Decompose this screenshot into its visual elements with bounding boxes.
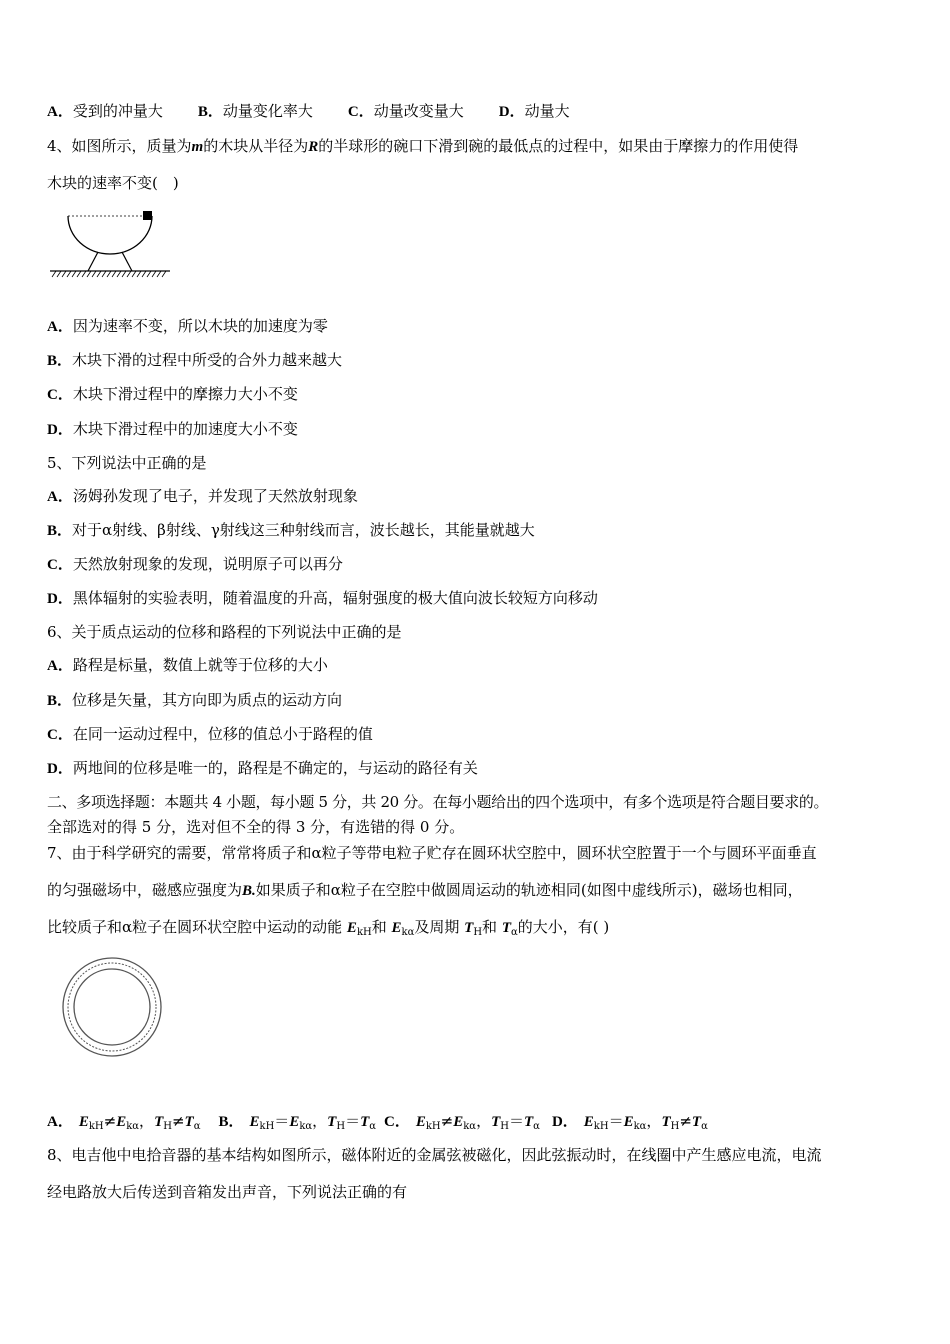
var-E: E <box>78 1114 89 1130</box>
option-text: 木块下滑的过程中所受的合外力越来越大 <box>72 351 343 369</box>
eq-sign: ＝ <box>608 1112 624 1130</box>
var-E: E <box>249 1114 260 1130</box>
q6-option-a <box>47 654 328 677</box>
subscript-kH: kH <box>88 1121 104 1132</box>
subscript-kH: kH <box>356 927 372 938</box>
option-label-a: A． <box>47 104 73 120</box>
option-text: 两地间的位移是唯一的，路程是不确定的，与运动的路径有关 <box>72 759 478 777</box>
var-T: T <box>501 920 512 936</box>
q7-stem-line2 <box>47 879 803 902</box>
var-T: T <box>491 1114 501 1130</box>
option-label-c: C． <box>347 104 374 120</box>
option-label-d: D． <box>47 422 73 438</box>
bowl-leg-right <box>122 252 132 271</box>
q4-stem-line1 <box>47 135 798 158</box>
q7-text-c: 比较质子和α粒子在圆环状空腔中运动的动能 <box>47 918 343 936</box>
q4-option-c <box>47 383 298 406</box>
q3-options-row <box>47 100 570 123</box>
subscript-H: H <box>670 1121 680 1132</box>
q7-text-period: 及周期 <box>414 918 460 936</box>
option-text: 在同一运动过程中，位移的值总小于路程的值 <box>72 725 373 743</box>
ring-cavity-diagram <box>60 955 164 1059</box>
option-label-a: A． <box>47 489 73 505</box>
q7-stem-line1: 7、由于科学研究的需要，常常将质子和α粒子等带电粒子贮存在圆环状空腔中，圆环状空腔置于一个与圆环平面垂直 <box>47 844 817 862</box>
var-E: E <box>289 1114 300 1130</box>
q3-option-b: 动量变化率大 <box>222 102 313 120</box>
q7-text-end: 的大小，有( ) <box>517 918 610 936</box>
var-T: T <box>464 920 474 936</box>
neq-sign: ≠ <box>440 1112 454 1130</box>
subscript-ka: kα <box>126 1121 140 1132</box>
q4-option-b <box>47 349 342 372</box>
option-label-a: A． <box>47 658 73 674</box>
q7-text-a: 的匀强磁场中，磁感应强度为 <box>47 881 243 899</box>
var-T: T <box>327 1114 337 1130</box>
eq-sign: ＝ <box>274 1112 290 1130</box>
subscript-H: H <box>500 1121 509 1132</box>
option-label-b: B． <box>218 1114 244 1130</box>
wood-block <box>143 211 152 220</box>
q4-option-a <box>47 315 328 338</box>
subscript-a: α <box>511 927 518 938</box>
bowl-leg-left <box>88 252 98 271</box>
bowl-diagram <box>48 205 173 280</box>
subscript-ka: kα <box>299 1121 313 1132</box>
option-label-b: B． <box>197 104 223 120</box>
q4-option-d <box>47 418 298 441</box>
var-T: T <box>360 1114 370 1130</box>
var-E: E <box>116 1114 127 1130</box>
subscript-a: α <box>369 1121 377 1132</box>
q4-stem-line2: 木块的速率不变( ) <box>47 174 179 192</box>
separator: ， <box>312 1112 328 1130</box>
subscript-H: H <box>163 1121 172 1132</box>
neq-sign: ≠ <box>171 1112 185 1130</box>
q7-options-row <box>47 1110 708 1133</box>
option-label-a: A． <box>47 1114 73 1130</box>
neq-sign: ≠ <box>679 1112 692 1130</box>
q5-option-a <box>47 485 358 508</box>
var-E: E <box>453 1114 464 1130</box>
q7-stem-line3 <box>47 916 609 939</box>
option-text: 汤姆孙发现了电子，并发现了天然放射现象 <box>72 487 358 505</box>
option-text: 位移是矢量，其方向即为质点的运动方向 <box>72 691 343 709</box>
subscript-kH: kH <box>259 1121 275 1132</box>
var-T: T <box>154 1114 164 1130</box>
q7-text-and2: 和 <box>482 918 498 936</box>
var-T: T <box>524 1114 534 1130</box>
bowl-outline <box>68 216 152 254</box>
var-E: E <box>346 920 357 936</box>
orbit-dashed-circle <box>68 963 156 1051</box>
q7-text-b: 如果质子和α粒子在空腔中做圆周运动的轨迹相同(如图中虚线所示)，磁场也相同， <box>255 881 803 899</box>
q3-option-d: 动量大 <box>524 102 570 120</box>
option-text: 对于α射线、β射线、γ射线这三种射线而言，波长越长，其能量就越大 <box>72 521 535 539</box>
q8-stem-line2: 经电路放大后传送到音箱发出声音，下列说法正确的有 <box>47 1183 408 1201</box>
eq-sign: ＝ <box>508 1112 524 1130</box>
option-label-d: D． <box>47 761 73 777</box>
option-text: 因为速率不变，所以木块的加速度为零 <box>72 317 328 335</box>
option-text: 木块下滑过程中的摩擦力大小不变 <box>72 385 298 403</box>
subscript-a: α <box>701 1121 708 1132</box>
var-T: T <box>661 1114 671 1130</box>
var-E: E <box>583 1114 594 1130</box>
q4-text-a: 4、如图所示，质量为 <box>47 137 192 155</box>
separator: ， <box>646 1112 662 1130</box>
subscript-a: α <box>193 1121 201 1132</box>
subscript-ka: kα <box>633 1121 647 1132</box>
q4-text-c: 的半球形的碗口下滑到碗的最低点的过程中，如果由于摩擦力的作用使得 <box>318 137 799 155</box>
subscript-ka: kα <box>463 1121 477 1132</box>
q5-option-d <box>47 587 598 610</box>
eq-sign: ＝ <box>345 1112 361 1130</box>
q6-option-d <box>47 757 478 780</box>
option-text: 天然放射现象的发现，说明原子可以再分 <box>72 555 343 573</box>
var-B: B. <box>242 883 256 899</box>
subscript-kH: kH <box>593 1121 609 1132</box>
option-label-b: B． <box>47 693 73 709</box>
var-T: T <box>184 1114 194 1130</box>
option-label-d: D． <box>47 591 73 607</box>
q5-option-c <box>47 553 343 576</box>
q5-stem: 5、下列说法中正确的是 <box>47 454 207 472</box>
option-text: 黑体辐射的实验表明，随着温度的升高，辐射强度的极大值向波长较短方向移动 <box>72 589 598 607</box>
section2-heading-line2: 全部选对的得 5 分，选对但不全的得 3 分，有选错的得 0 分。 <box>47 818 465 836</box>
q5-option-b <box>47 519 535 542</box>
subscript-ka: kα <box>401 927 415 938</box>
option-label-c: C． <box>47 387 73 403</box>
option-label-d: D． <box>498 104 525 120</box>
q4-text-b: 的木块从半径为 <box>203 137 309 155</box>
neq-sign: ≠ <box>103 1112 117 1130</box>
separator: ， <box>139 1112 155 1130</box>
option-label-c: C． <box>47 727 73 743</box>
var-E: E <box>391 920 402 936</box>
var-m: m <box>191 139 204 155</box>
option-text: 路程是标量，数值上就等于位移的大小 <box>72 656 328 674</box>
subscript-H: H <box>473 927 483 938</box>
ring-inner-wall <box>74 969 150 1045</box>
q3-option-a: 受到的冲量大 <box>72 102 163 120</box>
subscript-H: H <box>336 1121 346 1132</box>
option-label-c: C． <box>47 557 73 573</box>
q8-stem-line1: 8、电吉他中电拾音器的基本结构如图所示，磁体附近的金属弦被磁化，因此弦振动时，在线圈中产生感应电流，电流 <box>47 1146 822 1164</box>
separator: ， <box>476 1112 492 1130</box>
option-label-b: B． <box>47 353 73 369</box>
ring-outer-wall <box>63 958 161 1056</box>
q7-text-and: 和 <box>371 918 387 936</box>
var-R: R <box>308 139 319 155</box>
option-label-d: D． <box>551 1114 578 1130</box>
q3-option-c: 动量改变量大 <box>373 102 464 120</box>
subscript-kH: kH <box>425 1121 441 1132</box>
var-T: T <box>691 1114 702 1130</box>
var-E: E <box>415 1114 426 1130</box>
var-E: E <box>623 1114 634 1130</box>
q6-option-c <box>47 723 373 746</box>
option-label-a: A． <box>47 319 73 335</box>
option-label-c: C． <box>384 1114 410 1130</box>
ground-hatching <box>52 271 166 277</box>
section2-heading-line1: 二、多项选择题：本题共 4 小题，每小题 5 分，共 20 分。在每小题给出的四个选项中，有多个选项是符合题目要求的。 <box>47 793 829 811</box>
option-text: 木块下滑过程中的加速度大小不变 <box>72 420 298 438</box>
q6-stem: 6、关于质点运动的位移和路程的下列说法中正确的是 <box>47 623 402 641</box>
option-label-b: B． <box>47 523 73 539</box>
q6-option-b <box>47 689 342 712</box>
subscript-a: α <box>533 1121 540 1132</box>
